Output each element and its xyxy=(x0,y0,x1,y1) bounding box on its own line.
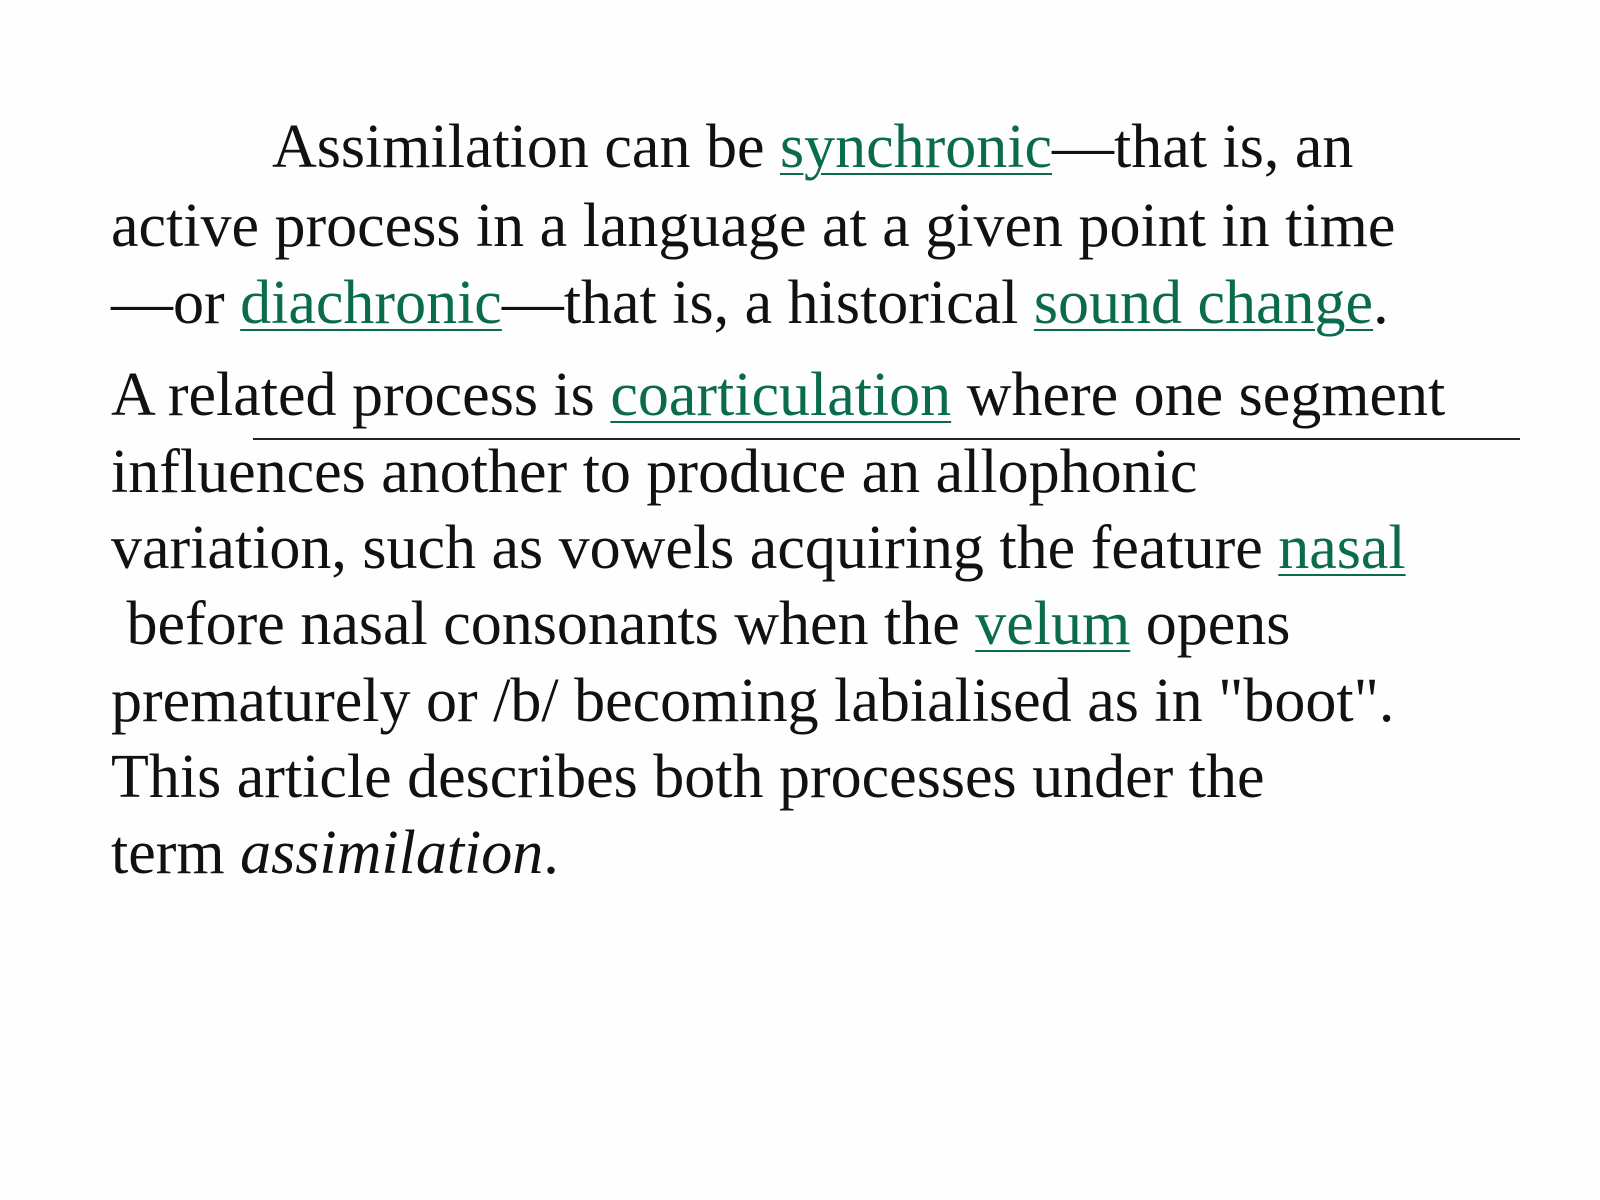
text-span: Assimilation can be xyxy=(272,113,780,181)
text-span: A related process is xyxy=(111,361,611,429)
link-velum[interactable]: velum xyxy=(975,590,1131,658)
paragraph-2-line-7 xyxy=(111,814,559,892)
text-span: . xyxy=(543,819,559,887)
text-span: —that is, an xyxy=(1052,113,1354,181)
link-coarticulation[interactable]: coarticulation xyxy=(610,361,952,429)
link-diachronic[interactable]: diachronic xyxy=(240,269,502,337)
text-span: . xyxy=(1373,269,1389,337)
emphasis-assimilation: assimilation xyxy=(240,819,544,887)
text-span: opens xyxy=(1130,590,1291,658)
text-span: —or xyxy=(111,269,241,337)
paragraph-2-line-5: prematurely or /b/ becoming labialised as in "boot". xyxy=(111,667,1395,735)
paragraph-1-line-1 xyxy=(272,108,1353,186)
text-span: —that is, a historical xyxy=(501,269,1034,337)
text-span: term xyxy=(111,819,241,887)
paragraph-2-line-6: This article describes both processes under the xyxy=(111,743,1265,811)
link-sound-change[interactable]: sound change xyxy=(1033,269,1374,337)
paragraph-2-line-2: influences another to produce an allophonic xyxy=(111,438,1198,506)
paragraph-1-line-3 xyxy=(111,264,1389,342)
text-span: where one segment xyxy=(951,361,1446,429)
text-span: variation, such as vowels acquiring the feature xyxy=(111,514,1279,582)
paragraph-1-line-2: active process in a language at a given point in time xyxy=(111,192,1396,260)
text-span: before nasal consonants when the xyxy=(111,590,976,658)
paragraph-2-line-3 xyxy=(111,509,1406,587)
link-nasal[interactable]: nasal xyxy=(1278,514,1406,582)
paragraph-2-line-1 xyxy=(111,356,1445,434)
paragraph-2-line-4 xyxy=(111,585,1290,663)
link-synchronic[interactable]: synchronic xyxy=(779,113,1053,181)
